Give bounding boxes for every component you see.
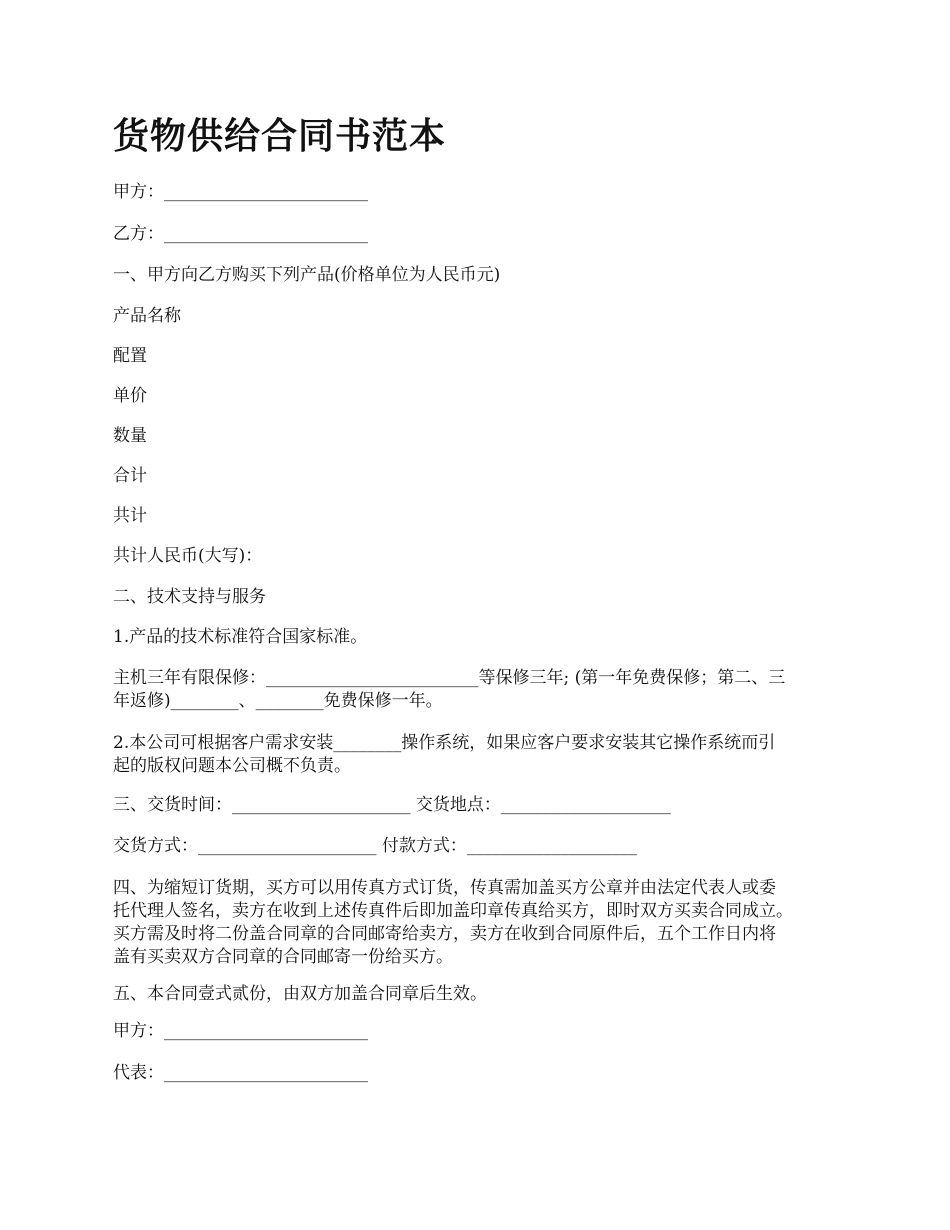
- fax-order-line: 托代理人签名，卖方在收到上述传真件后即加盖印章传真给买方，即时双方买卖合同成立。: [113, 901, 793, 921]
- total-rmb-label: 共计人民币(大写)：: [113, 546, 263, 566]
- document-title: 货物供给合同书范本: [113, 115, 447, 157]
- total-label: 共计: [113, 506, 147, 526]
- os-install-paragraph: [113, 732, 853, 778]
- delivery-payment-line: 交货方式：_____________________ 付款方式：____________________: [113, 836, 637, 856]
- subtotal-label: 合计: [113, 466, 147, 486]
- tech-standard-item: 1.产品的技术标准符合国家标准。: [113, 627, 368, 647]
- fax-order-line: 买方需及时将二份盖合同章的合同邮寄给卖方，卖方在收到合同原件后，五个工作日内将: [113, 924, 776, 944]
- section1-heading: 一、甲方向乙方购买下列产品(价格单位为人民币元): [113, 265, 501, 285]
- os-install-line: 起的版权问题本公司概不负责。: [113, 756, 351, 776]
- warranty-line: 主机三年有限保修：_________________________等保修三年; (第一年免费保修；第二、三: [113, 668, 786, 688]
- fax-order-line: 盖有买卖双方合同章的合同邮寄一份给买方。: [113, 947, 453, 967]
- fax-order-paragraph: [113, 877, 853, 969]
- quantity-label: 数量: [113, 426, 147, 446]
- fax-order-line: 四、为缩短订货期，买方可以用传真方式订货，传真需加盖买方公章并由法定代表人或委: [113, 878, 776, 898]
- section2-heading: 二、技术支持与服务: [113, 587, 266, 607]
- product-name-label: 产品名称: [113, 306, 181, 326]
- os-install-line: 2.本公司可根据客户需求安装________操作系统，如果应客户要求安装其它操作系统而引: [113, 733, 776, 753]
- party-b-line: 乙方：________________________: [113, 224, 368, 244]
- unit-price-label: 单价: [113, 386, 147, 406]
- sign-representative-line: 代表：________________________: [113, 1063, 368, 1083]
- configuration-label: 配置: [113, 346, 147, 366]
- section5-line: 五、本合同壹式贰份，由双方加盖合同章后生效。: [113, 984, 487, 1004]
- warranty-paragraph: [113, 667, 853, 713]
- warranty-line: 年返修)________、________免费保修一年。: [113, 691, 443, 711]
- party-a-line: 甲方：________________________: [113, 182, 368, 202]
- sign-party-a-line: 甲方：________________________: [113, 1021, 368, 1041]
- delivery-time-place-line: 三、交货时间：_____________________ 交货地点：____________________: [113, 795, 671, 815]
